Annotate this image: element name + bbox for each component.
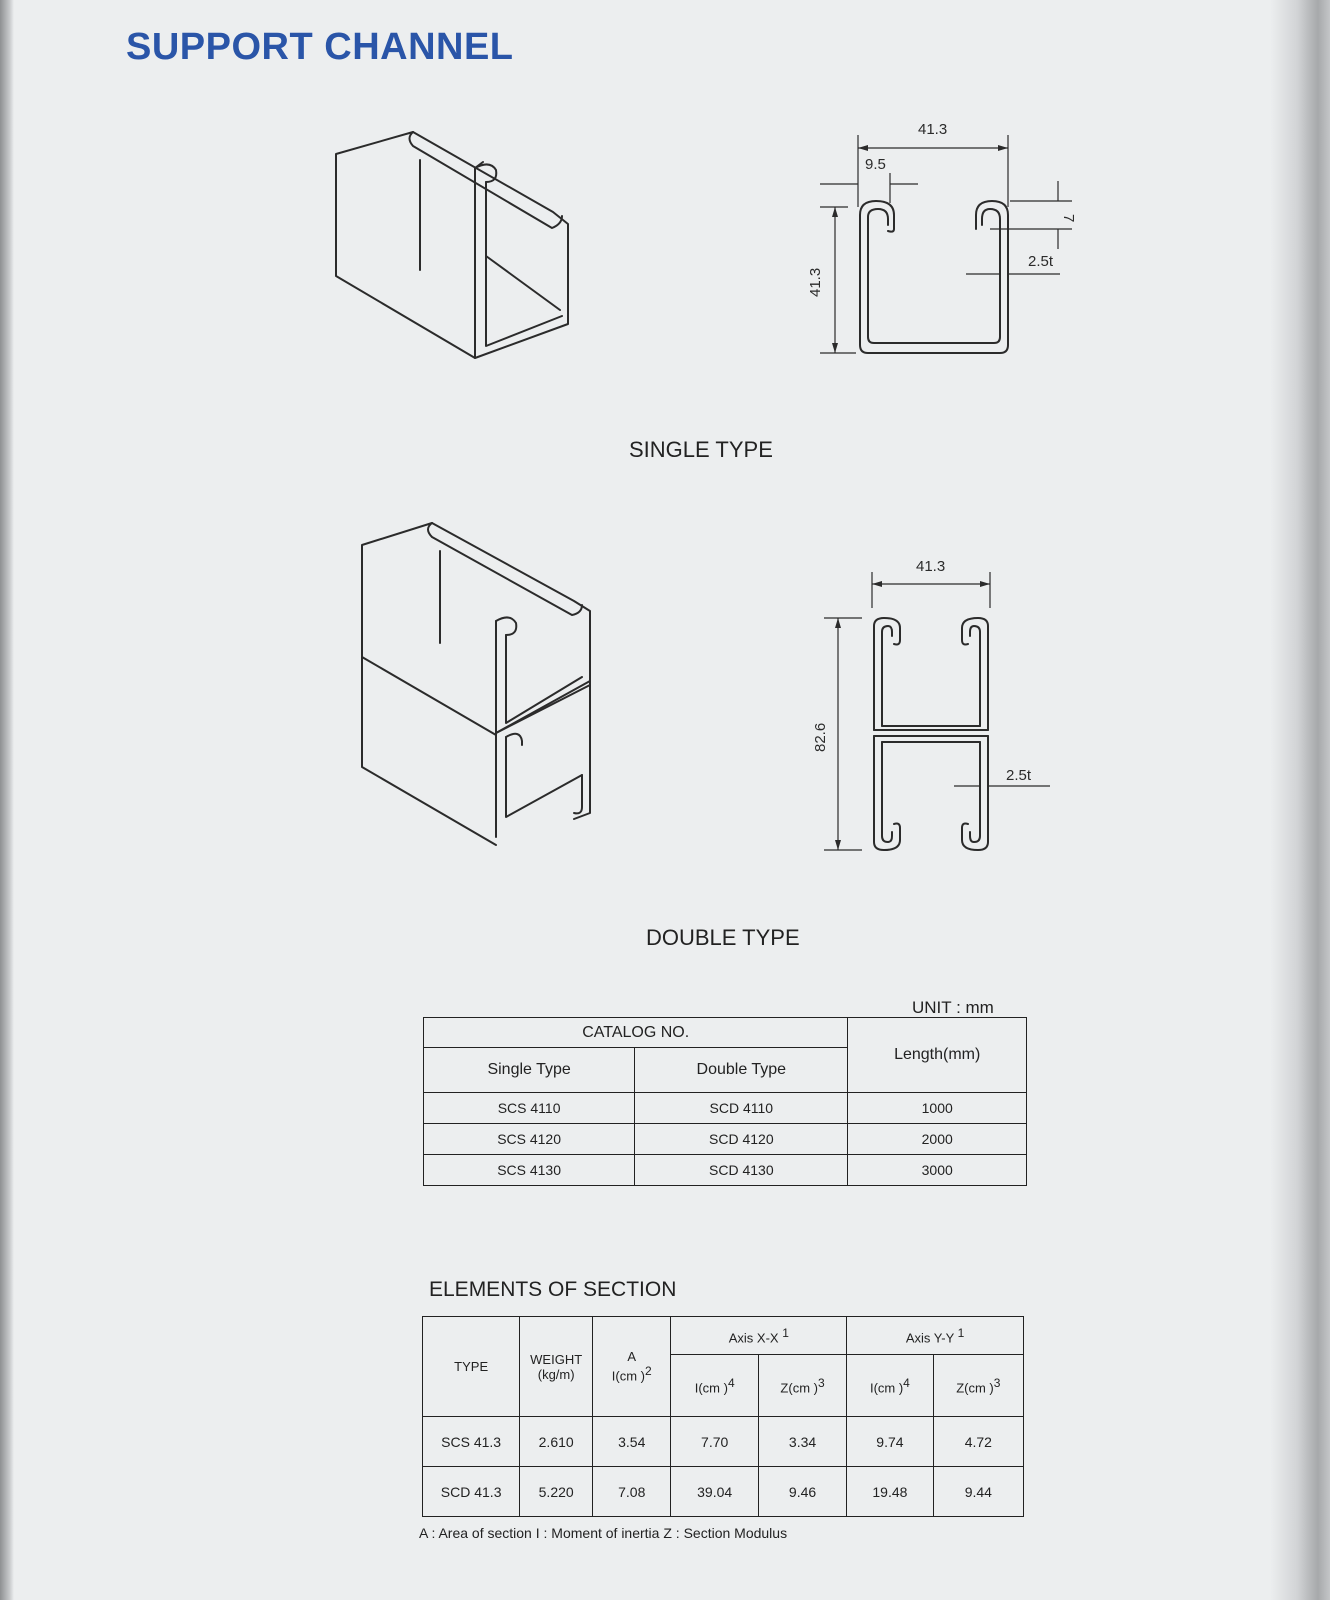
elements-table — [422, 1316, 1024, 1517]
double-dim-height: 82.6 — [812, 722, 829, 752]
iyy-unit: I(cm ) — [869, 1380, 904, 1396]
table-row — [423, 1467, 1024, 1517]
single-type-caption: SINGLE TYPE — [629, 437, 773, 462]
page-edge-right — [1270, 0, 1330, 1600]
catalog-cell-length: 3000 — [848, 1155, 1027, 1186]
elements-cell-area: 3.54 — [593, 1417, 671, 1467]
elements-cell-type: SCS 41.3 — [423, 1417, 520, 1467]
single-dim-height: 41.3 — [807, 267, 824, 297]
area-symbol: A — [627, 1349, 637, 1365]
catalog-header-double: Double Type — [635, 1048, 848, 1093]
table-row — [424, 1093, 1027, 1124]
elements-header-axis-yy — [847, 1317, 1024, 1355]
elements-cell-area: 7.08 — [593, 1467, 671, 1517]
elements-header-ixx — [671, 1355, 758, 1417]
unit-label: UNIT : mm — [912, 998, 994, 1017]
elements-cell-weight: 5.220 — [520, 1467, 593, 1517]
double-channel-isometric — [350, 515, 610, 855]
catalog-cell-double: SCD 4130 — [635, 1155, 848, 1186]
axis-yy-note: 1 — [957, 1325, 965, 1340]
single-dim-lip: 9.5 — [865, 156, 886, 173]
catalog-header-single: Single Type — [424, 1048, 635, 1093]
catalog-cell-single: SCS 4120 — [424, 1124, 635, 1155]
table-row — [424, 1124, 1027, 1155]
double-channel-section — [800, 550, 1060, 860]
iyy-exponent: 4 — [903, 1375, 910, 1390]
axis-xx-label: Axis X-X — [728, 1330, 779, 1346]
elements-cell-ixx: 7.70 — [671, 1417, 758, 1467]
single-channel-isometric — [330, 120, 600, 370]
table-row — [423, 1417, 1024, 1467]
elements-cell-zyy: 4.72 — [933, 1417, 1023, 1467]
area-unit: I(cm ) — [611, 1368, 646, 1384]
single-dim-depth: 7 — [1060, 214, 1077, 223]
axis-xx-note: 1 — [782, 1325, 789, 1340]
elements-cell-type: SCD 41.3 — [423, 1467, 520, 1517]
catalog-table — [423, 1017, 1027, 1186]
zxx-exponent: 3 — [817, 1375, 825, 1390]
single-dim-width: 41.3 — [918, 121, 948, 138]
single-channel-section — [790, 115, 1080, 365]
elements-cell-iyy: 9.74 — [847, 1417, 933, 1467]
zyy-exponent: 3 — [993, 1375, 1001, 1390]
elements-cell-iyy: 19.48 — [847, 1467, 933, 1517]
zxx-unit: Z(cm ) — [780, 1380, 818, 1396]
footnote: A : Area of section I : Moment of inertia Z : Section Modulus — [419, 1525, 788, 1541]
single-dim-thickness: 2.5t — [1028, 253, 1054, 270]
catalog-cell-length: 1000 — [848, 1093, 1027, 1124]
elements-header-weight: WEIGHT (kg/m) — [520, 1317, 593, 1417]
elements-section-title: ELEMENTS OF SECTION — [429, 1278, 677, 1301]
double-dim-width: 41.3 — [916, 558, 946, 575]
axis-yy-label: Axis Y-Y — [905, 1330, 955, 1346]
table-row — [424, 1155, 1027, 1186]
area-exponent: 2 — [645, 1364, 652, 1379]
page-title: SUPPORT CHANNEL — [126, 26, 514, 68]
double-type-caption: DOUBLE TYPE — [646, 925, 800, 950]
catalog-header-length: Length(mm) — [848, 1018, 1027, 1093]
zyy-unit: Z(cm ) — [956, 1380, 994, 1396]
elements-cell-weight: 2.610 — [520, 1417, 593, 1467]
catalog-cell-double: SCD 4110 — [635, 1093, 848, 1124]
elements-cell-zxx: 3.34 — [758, 1417, 846, 1467]
page-edge-left — [0, 0, 14, 1600]
catalog-cell-double: SCD 4120 — [635, 1124, 848, 1155]
elements-cell-zyy: 9.44 — [933, 1467, 1023, 1517]
elements-header-type: TYPE — [423, 1317, 520, 1417]
elements-header-zxx — [758, 1355, 846, 1417]
catalog-cell-length: 2000 — [848, 1124, 1027, 1155]
ixx-unit: I(cm ) — [694, 1380, 728, 1396]
elements-cell-ixx: 39.04 — [671, 1467, 758, 1517]
catalog-header-group: CATALOG NO. — [424, 1018, 848, 1048]
elements-header-zyy — [933, 1355, 1023, 1417]
catalog-cell-single: SCS 4130 — [424, 1155, 635, 1186]
elements-cell-zxx: 9.46 — [758, 1467, 846, 1517]
elements-header-axis-xx — [671, 1317, 847, 1355]
double-dim-thickness: 2.5t — [1006, 767, 1032, 784]
elements-header-area — [593, 1317, 671, 1417]
elements-header-iyy — [847, 1355, 933, 1417]
ixx-exponent: 4 — [727, 1375, 735, 1390]
catalog-cell-single: SCS 4110 — [424, 1093, 635, 1124]
